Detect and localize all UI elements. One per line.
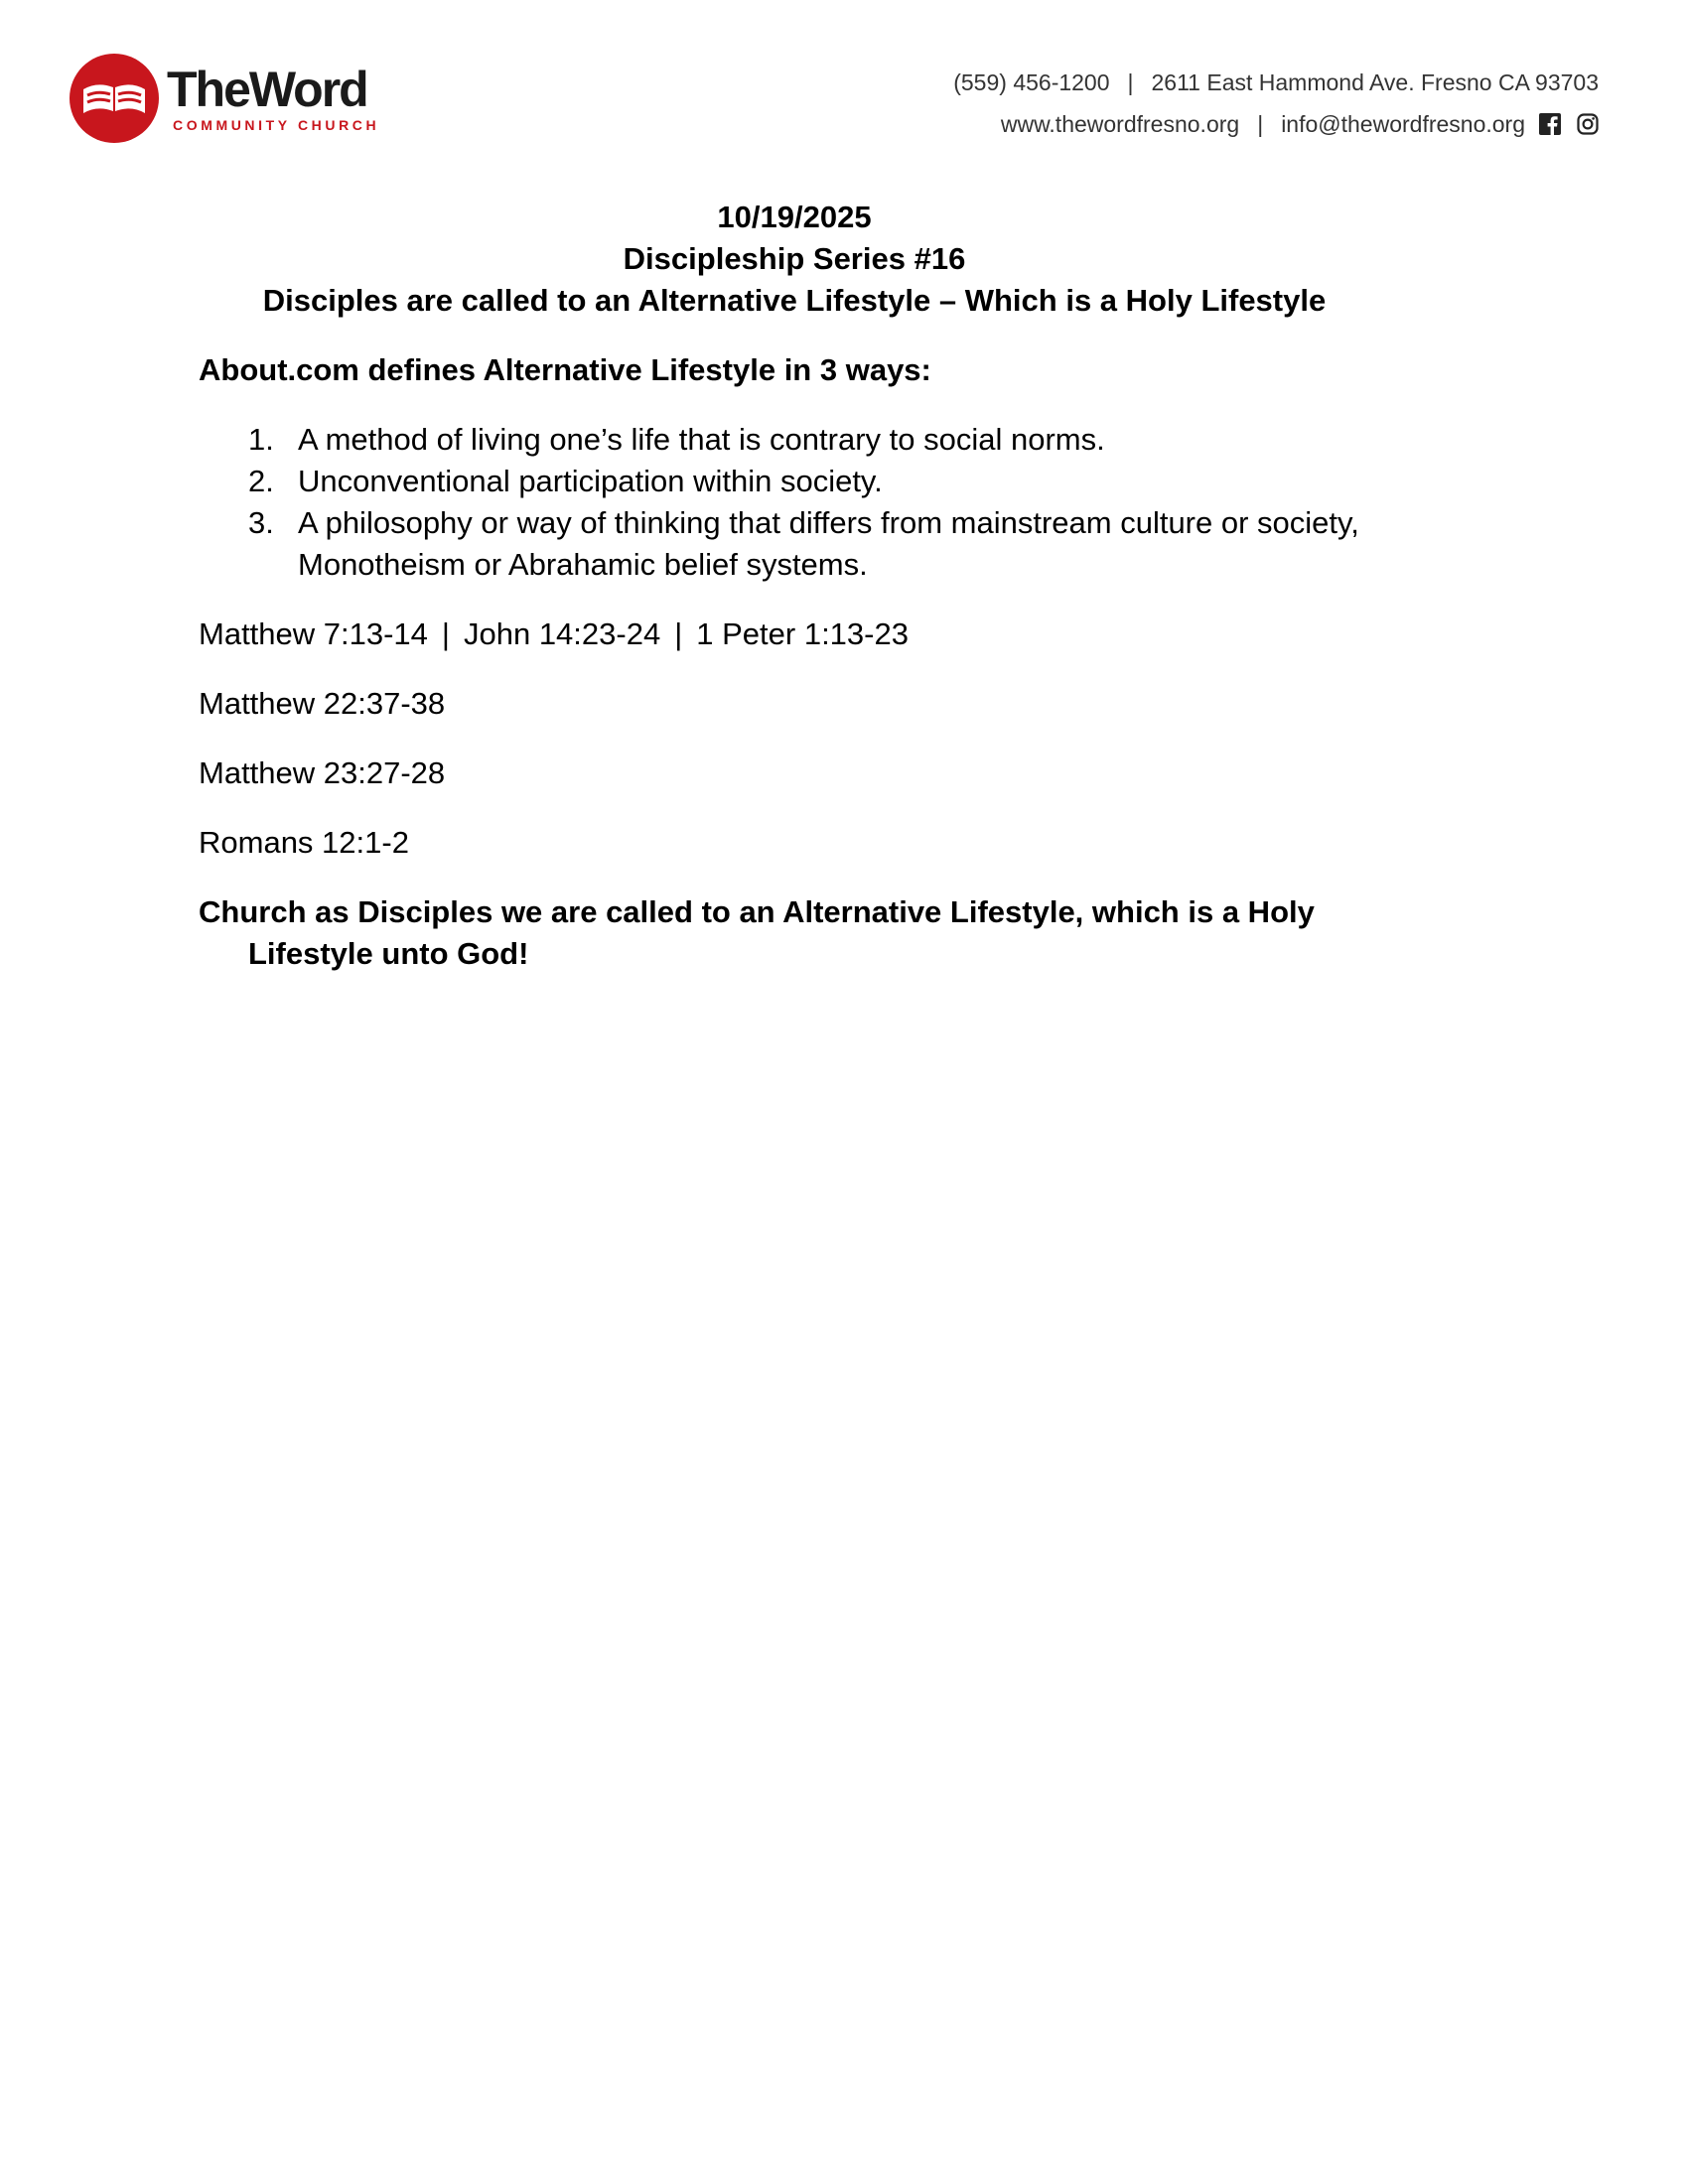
instagram-icon[interactable] xyxy=(1577,113,1599,135)
street-address: 2611 East Hammond Ave. Fresno CA 93703 xyxy=(1151,69,1599,95)
title-block xyxy=(149,197,1440,322)
open-bible-icon xyxy=(70,54,159,143)
definitions-list xyxy=(199,419,1489,586)
list-item xyxy=(199,419,1489,461)
scripture-references-line xyxy=(199,614,1489,655)
logo-name: TheWord xyxy=(167,62,367,117)
separator: | xyxy=(674,616,683,651)
list-item xyxy=(199,502,1489,586)
contact-info xyxy=(953,62,1599,145)
list-number: 1. xyxy=(248,422,274,457)
list-text: A philosophy or way of thinking that differs from mainstream culture or society, Monotheism or Abrahamic belief systems. xyxy=(298,505,1359,582)
contact-row-1 xyxy=(953,62,1599,103)
list-text: Unconventional participation within society. xyxy=(298,464,883,498)
sermon-notes xyxy=(199,197,1489,975)
logo-subtitle: COMMUNITY CHURCH xyxy=(173,117,380,133)
closing-line-2: Lifestyle unto God! xyxy=(248,936,529,971)
series-title: Discipleship Series #16 xyxy=(623,241,966,276)
contact-row-2 xyxy=(953,103,1599,145)
scripture-reference: Romans 12:1-2 xyxy=(199,825,409,860)
list-number: 3. xyxy=(248,505,274,540)
scripture-reference: Matthew 7:13-14 xyxy=(199,616,428,651)
separator: | xyxy=(441,616,450,651)
sermon-date: 10/19/2025 xyxy=(717,200,872,234)
separator: | xyxy=(1127,69,1134,95)
separator: | xyxy=(1257,111,1264,137)
scripture-reference: Matthew 22:37-38 xyxy=(199,686,446,721)
list-number: 2. xyxy=(248,464,274,498)
facebook-icon[interactable] xyxy=(1539,113,1561,135)
website-link[interactable]: www.thewordfresno.org xyxy=(1000,111,1240,137)
scripture-reference: John 14:23-24 xyxy=(463,616,661,651)
scripture-reference: 1 Peter 1:13-23 xyxy=(696,616,909,651)
list-item xyxy=(199,461,1489,502)
definitions-heading: About.com defines Alternative Lifestyle in 3 ways: xyxy=(199,352,931,387)
closing-line-1: Church as Disciples we are called to an Alternative Lifestyle, which is a Holy xyxy=(199,894,1315,929)
closing-statement xyxy=(199,891,1450,975)
sermon-title: Disciples are called to an Alternative Lifestyle – Which is a Holy Lifestyle xyxy=(262,283,1327,318)
email-link[interactable]: info@thewordfresno.org xyxy=(1281,111,1525,137)
phone-number: (559) 456-1200 xyxy=(953,69,1110,95)
scripture-reference: Matthew 23:27-28 xyxy=(199,755,446,790)
list-text: A method of living one’s life that is contrary to social norms. xyxy=(298,422,1105,457)
church-logo xyxy=(70,54,387,145)
